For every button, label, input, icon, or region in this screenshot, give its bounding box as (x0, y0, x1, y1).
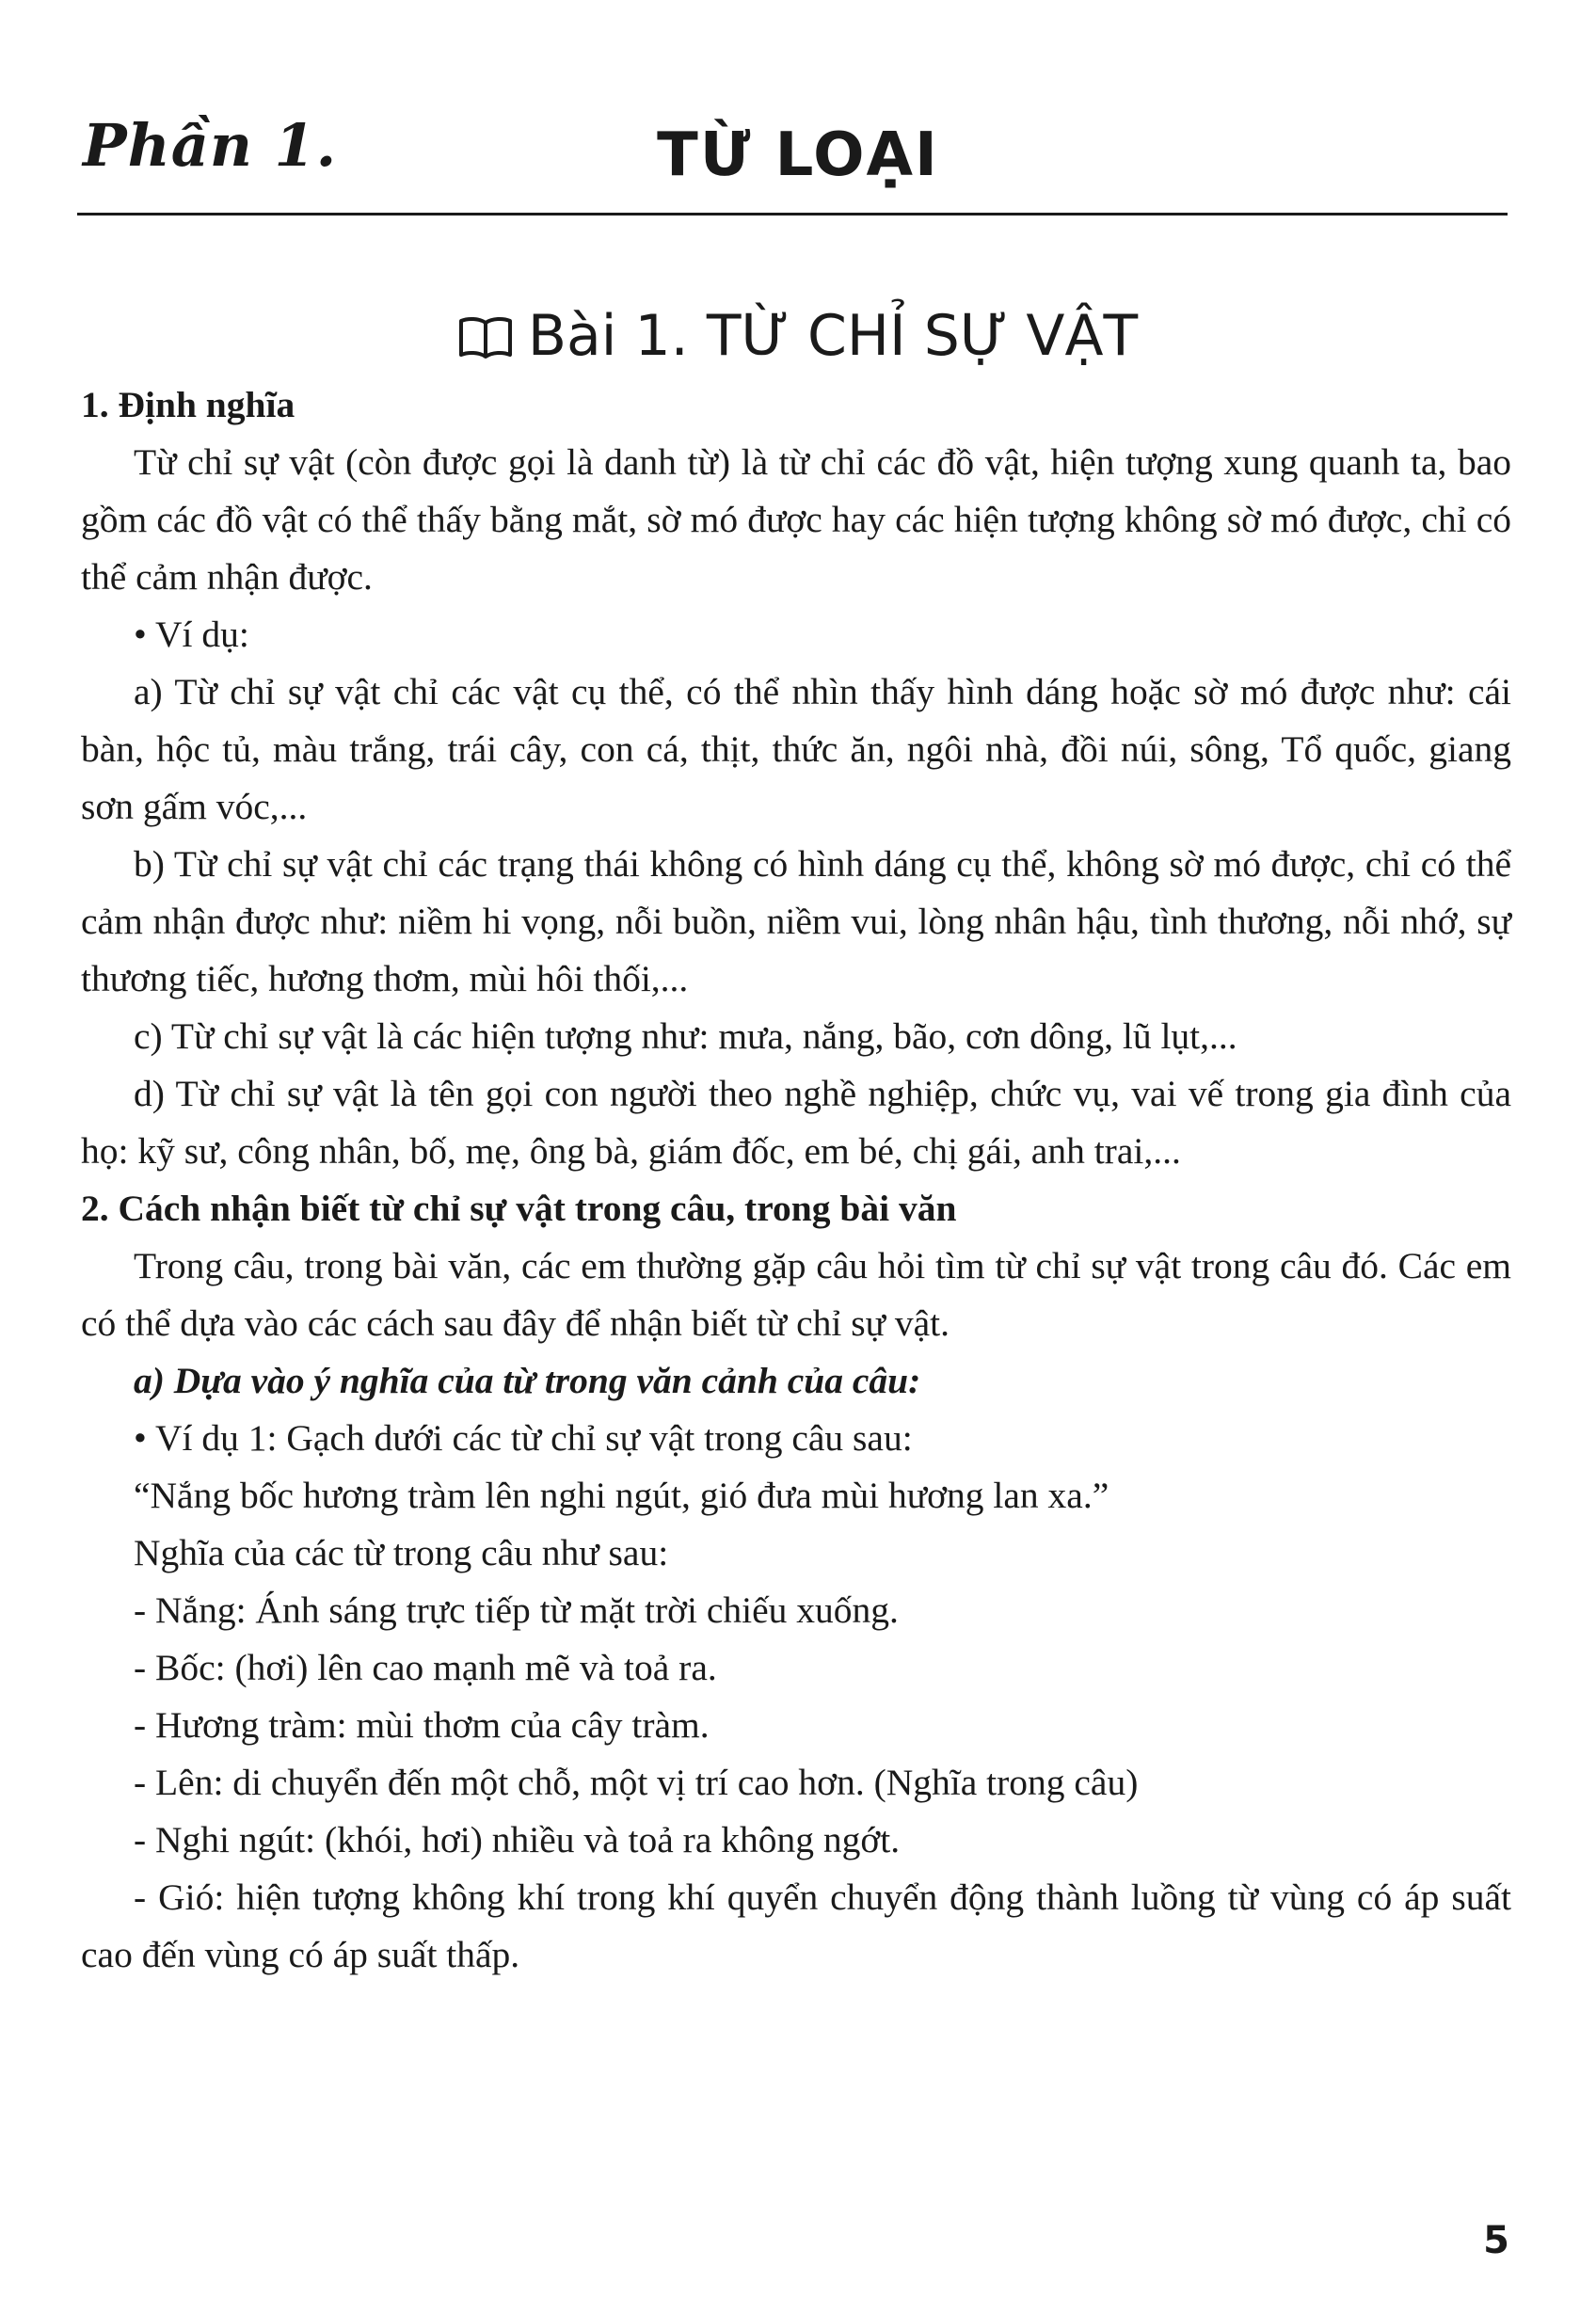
example-a: a) Từ chỉ sự vật chỉ các vật cụ thể, có thể nhìn thấy hình dáng hoặc sờ mó được như: cái bàn, hộc tủ, màu trắng, trái cây, con cá, thịt, thức ăn, ngôi nhà, đồi núi, sông, Tổ quốc, giang sơn gấm vóc,... (81, 671, 1511, 827)
meaning-item: - Gió: hiện tượng không khí trong khí quyển chuyển động thành luồng từ vùng có áp suất cao đến vùng có áp suất thấp. (81, 1876, 1511, 1975)
example-b: b) Từ chỉ sự vật chỉ các trạng thái không có hình dáng cụ thể, không sờ mó được, chỉ có thể cảm nhận được như: niềm hi vọng, nỗi buồn, niềm vui, lòng nhân hậu, tình thương, nỗi nhớ, sự thương tiếc, hương thơm, mùi hôi thối,... (81, 843, 1511, 999)
example1-quote: “Nắng bốc hương tràm lên nghi ngút, gió đưa mùi hương lan xa.” (134, 1475, 1109, 1516)
example-label: • Ví dụ: (134, 614, 249, 655)
subheading-a: a) Dựa vào ý nghĩa của từ trong văn cảnh của câu: (134, 1360, 921, 1401)
meaning-intro: Nghĩa của các từ trong câu như sau: (134, 1532, 669, 1573)
meaning-item: - Nghi ngút: (khói, hơi) nhiều và toả ra không ngớt. (134, 1819, 901, 1860)
lesson-body (81, 376, 1511, 1984)
meaning-item: - Lên: di chuyển đến một chỗ, một vị trí cao hơn. (Nghĩa trong câu) (134, 1762, 1139, 1803)
definition-paragraph: Từ chỉ sự vật (còn được gọi là danh từ) là từ chỉ các đồ vật, hiện tượng xung quanh ta, bao gồm các đồ vật có thể thấy bằng mắt, sờ mó được hay các hiện tượng không sờ mó được, chỉ có thể cảm nhận được. (81, 441, 1511, 598)
part-title: TỪ LOẠI (657, 120, 939, 190)
meaning-item: - Hương tràm: mùi thơm của cây tràm. (134, 1704, 710, 1746)
lesson-title-text: Bài 1. TỪ CHỈ SỰ VẬT (527, 303, 1139, 369)
page-number: 5 (1483, 2219, 1509, 2262)
lesson-title (0, 303, 1596, 375)
example-c: c) Từ chỉ sự vật là các hiện tượng như: mưa, nắng, bão, cơn dông, lũ lụt,... (134, 1015, 1237, 1057)
header-divider (77, 213, 1508, 216)
meaning-item: - Bốc: (hơi) lên cao mạnh mẽ và toả ra. (134, 1647, 717, 1688)
section-heading-recognition: 2. Cách nhận biết từ chỉ sự vật trong câu, trong bài văn (81, 1188, 957, 1229)
meaning-item: - Nắng: Ánh sáng trực tiếp từ mặt trời chiếu xuống. (134, 1589, 899, 1631)
part-label: Phần 1. (83, 111, 338, 180)
section-heading-definition: 1. Định nghĩa (81, 384, 295, 425)
example-d: d) Từ chỉ sự vật là tên gọi con người theo nghề nghiệp, chức vụ, vai vế trong gia đình của họ: kỹ sư, công nhân, bố, mẹ, ông bà, giám đốc, em bé, chị gái, anh trai,... (81, 1073, 1511, 1172)
recognition-intro: Trong câu, trong bài văn, các em thường gặp câu hỏi tìm từ chỉ sự vật trong câu đó. Các em có thể dựa vào các cách sau đây để nhận biết từ chỉ sự vật. (81, 1245, 1511, 1344)
example1-label: • Ví dụ 1: Gạch dưới các từ chỉ sự vật trong câu sau: (134, 1417, 913, 1459)
open-book-icon (458, 309, 513, 375)
